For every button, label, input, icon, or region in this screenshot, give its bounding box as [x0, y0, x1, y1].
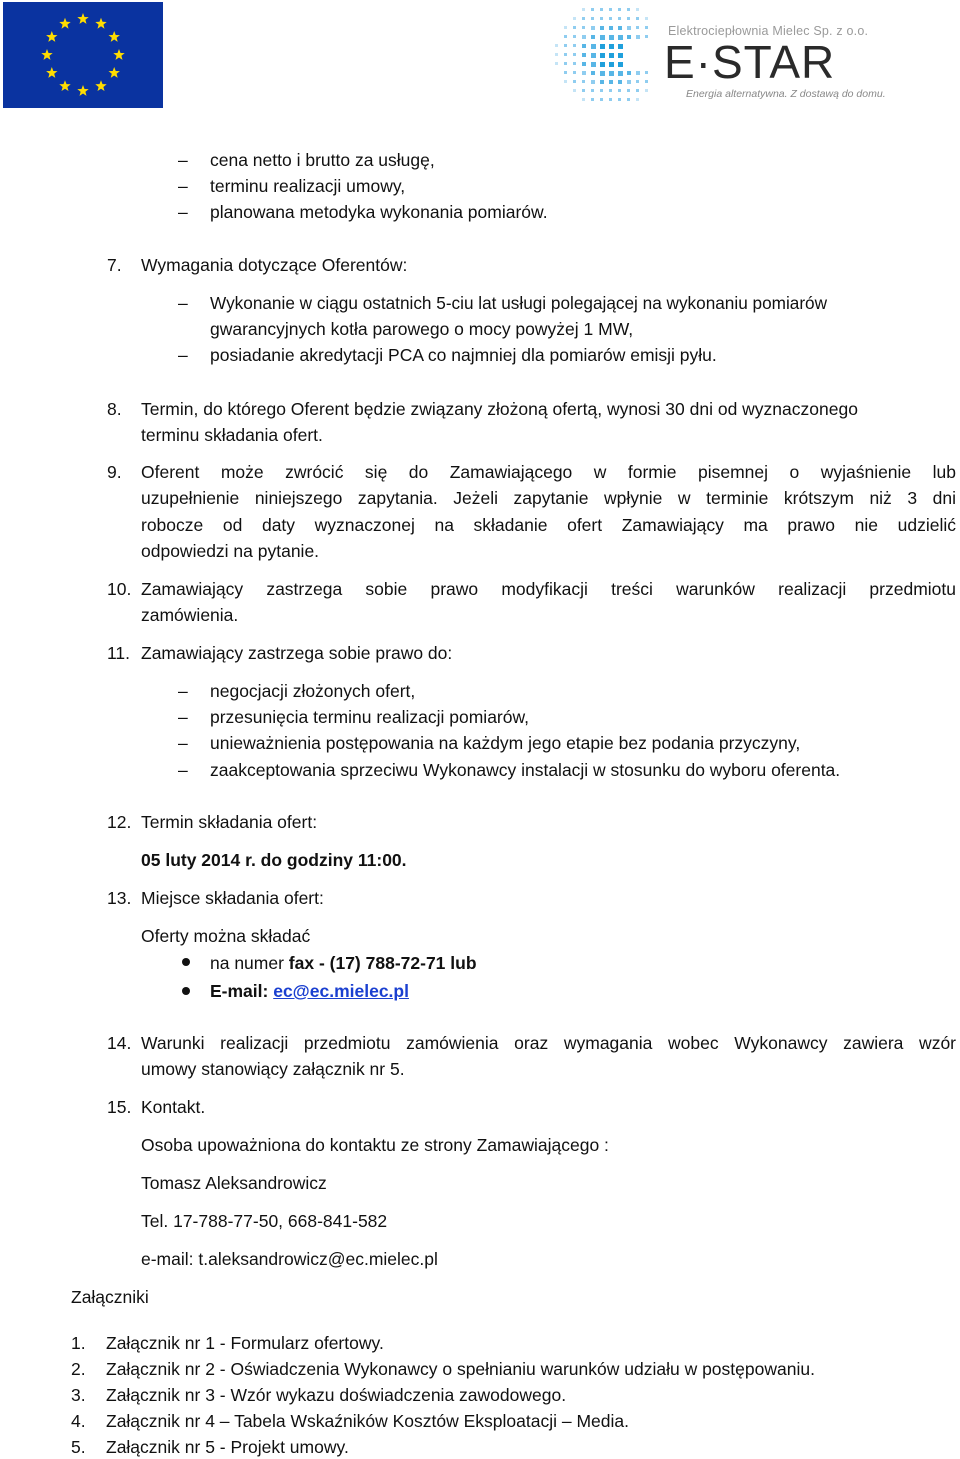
- section-number: 15.: [107, 1097, 132, 1117]
- star-icon: [95, 18, 106, 29]
- attachment-number: 1.: [71, 1333, 86, 1353]
- logo-dot: [645, 26, 648, 29]
- paragraph-line: uzupełnienie niniejszego zapytania. Jeżeli zapytanie wpłynie w terminie krótszym niż 3 dni: [141, 488, 956, 508]
- attachment-item: Załącznik nr 1 - Formularz ofertowy.: [106, 1333, 384, 1353]
- logo-dot: [609, 71, 614, 76]
- paragraph-line: Warunki realizacji przedmiotu zamówienia oraz wymagania wobec Wykonawcy zawiera wzór: [141, 1033, 956, 1053]
- email-label: E-mail:: [210, 981, 274, 1001]
- paragraph-line: Oferent może zwrócić się do Zamawiającego w formie pisemnej o wyjaśnienie lub: [141, 462, 956, 482]
- logo-dot: [609, 35, 614, 40]
- dash-marker: –: [178, 293, 188, 313]
- email-link[interactable]: ec@ec.mielec.pl: [273, 981, 409, 1001]
- paragraph-line: terminu składania ofert.: [141, 425, 323, 445]
- section-title: Zamawiający zastrzega sobie prawo do:: [141, 643, 453, 663]
- logo-dot: [582, 26, 585, 29]
- logo-dot: [600, 53, 605, 58]
- list-item: przesunięcia terminu realizacji pomiarów,: [210, 707, 530, 727]
- logo-dot: [564, 26, 567, 29]
- logo-dot: [564, 53, 567, 56]
- logo-dot: [618, 80, 622, 84]
- contact-intro: Osoba upoważniona do kontaktu ze strony Zamawiającego :: [141, 1135, 609, 1155]
- section-title: Wymagania dotyczące Oferentów:: [141, 255, 408, 275]
- logo-dot: [636, 17, 639, 20]
- logo-dot: [636, 98, 639, 101]
- logo-dot: [609, 98, 612, 101]
- star-icon: [109, 67, 120, 78]
- logo-dot: [627, 89, 630, 92]
- attachment-number: 4.: [71, 1411, 86, 1431]
- star-icon: [59, 80, 70, 91]
- logo-dot: [627, 35, 631, 39]
- logo-dot: [609, 80, 613, 84]
- logo-dot: [573, 53, 576, 56]
- dash-marker: –: [178, 202, 188, 222]
- star-icon: [46, 31, 57, 42]
- paragraph-line: umowy stanowiący załącznik nr 5.: [141, 1059, 405, 1079]
- section-number: 11.: [107, 643, 131, 663]
- logo-dot: [618, 62, 623, 67]
- list-item-continued: gwarancyjnych kotła parowego o mocy powyżej 1 MW,: [210, 319, 634, 339]
- logo-dot: [609, 44, 614, 49]
- logo-dot: [582, 62, 586, 66]
- attachment-number: 2.: [71, 1359, 86, 1379]
- star-icon: [77, 13, 88, 24]
- logo-dot: [591, 35, 595, 39]
- list-item: terminu realizacji umowy,: [210, 176, 406, 196]
- logo-dot: [636, 89, 639, 92]
- logo-dot: [645, 89, 648, 92]
- contact-email: e-mail: t.aleksandrowicz@ec.mielec.pl: [141, 1249, 438, 1269]
- list-item: Wykonanie w ciągu ostatnich 5-ciu lat usługi polegającej na wykonaniu pomiarów: [210, 293, 828, 313]
- star-icon: [109, 31, 120, 42]
- paragraph-line: odpowiedzi na pytanie.: [141, 541, 320, 561]
- list-item: cena netto i brutto za usługę,: [210, 150, 435, 170]
- logo-dot: [609, 53, 614, 58]
- logo-dot: [618, 26, 622, 30]
- section-title: Kontakt.: [141, 1097, 206, 1117]
- fax-number: fax - (17) 788-72-71 lub: [288, 953, 477, 973]
- logo-dot: [600, 26, 604, 30]
- company-name: Elektrociepłownia Mielec Sp. z o.o.: [668, 24, 869, 38]
- logo-dot: [645, 17, 648, 20]
- attachment-item: Załącznik nr 2 - Oświadczenia Wykonawcy o spełnianiu warunków udziału w postępowaniu.: [106, 1359, 815, 1379]
- logo-dot: [600, 8, 603, 11]
- logo-dot: [600, 89, 603, 92]
- logo-dot: [573, 89, 576, 92]
- attachment-item: Załącznik nr 4 – Tabela Wskaźników Kosztów Eksploatacji – Media.: [106, 1411, 629, 1431]
- fax-prefix: na numer: [210, 953, 289, 973]
- logo-dot: [609, 62, 614, 67]
- logo-dot: [627, 98, 630, 101]
- email-line: [210, 980, 409, 1002]
- logo-dot: [618, 71, 623, 76]
- logo-dot: [600, 98, 603, 101]
- logo-dot: [645, 71, 648, 74]
- section-title: Termin składania ofert:: [141, 812, 318, 832]
- logo-dot: [618, 44, 623, 49]
- logo-dot: [573, 80, 576, 83]
- section-number: 7.: [107, 255, 122, 275]
- list-item: posiadanie akredytacji PCA co najmniej dla pomiarów emisji pyłu.: [210, 345, 717, 365]
- logo-dot: [573, 71, 576, 74]
- logo-dot: [582, 44, 586, 48]
- section-number: 14.: [107, 1033, 132, 1053]
- logo-dot: [591, 62, 596, 67]
- logo-dot: [600, 80, 604, 84]
- dash-marker: –: [178, 176, 188, 196]
- logo-dot: [591, 53, 596, 58]
- logo-dot: [573, 17, 576, 20]
- logo-dot: [591, 71, 595, 75]
- tagline: Energia alternatywna. Z dostawą do domu.: [686, 88, 886, 100]
- dots-pattern-icon: [540, 4, 660, 109]
- logo-dot: [636, 26, 639, 29]
- logo-dot: [555, 62, 558, 65]
- attachment-item: Załącznik nr 3 - Wzór wykazu doświadczenia zawodowego.: [106, 1385, 567, 1405]
- logo-dot: [627, 17, 630, 20]
- logo-dot: [582, 98, 585, 101]
- dash-marker: –: [178, 760, 188, 780]
- dash-marker: –: [178, 733, 188, 753]
- logo-dot: [564, 80, 567, 83]
- offer-intro: Oferty można składać: [141, 926, 311, 946]
- logo-dot: [573, 62, 576, 65]
- fax-line: [210, 952, 477, 974]
- logo-dot: [636, 35, 640, 39]
- eu-stars-icon: [3, 2, 163, 108]
- logo-dot: [582, 89, 585, 92]
- logo-dot: [600, 71, 605, 76]
- paragraph-line: zamówienia.: [141, 605, 239, 625]
- dash-marker: –: [178, 681, 188, 701]
- logo-dot: [645, 35, 648, 38]
- logo-dot: [555, 53, 558, 56]
- logo-dot: [609, 8, 612, 11]
- logo-dot: [591, 8, 594, 11]
- logo-dot: [645, 80, 648, 83]
- attachment-number: 5.: [71, 1437, 86, 1457]
- list-item: planowana metodyka wykonania pomiarów.: [210, 202, 548, 222]
- section-number: 8.: [107, 399, 122, 419]
- logo-dot: [600, 17, 603, 20]
- logo-dot: [591, 17, 594, 20]
- logo-dot: [609, 89, 612, 92]
- attachments-title: Załączniki: [71, 1287, 149, 1307]
- logo-dot: [627, 71, 631, 75]
- logo-dot: [582, 53, 586, 57]
- logo-dot: [600, 62, 605, 67]
- logo-dot: [600, 44, 605, 49]
- contact-name: Tomasz Aleksandrowicz: [141, 1173, 327, 1193]
- star-icon: [46, 67, 57, 78]
- logo-dot: [618, 89, 621, 92]
- star-icon: [113, 49, 124, 60]
- logo-dot: [573, 35, 576, 38]
- logo-dot: [582, 80, 585, 83]
- logo-dot: [564, 35, 567, 38]
- logo-dot: [591, 89, 594, 92]
- logo-dot: [582, 71, 586, 75]
- logo-dot: [627, 8, 630, 11]
- logo-dot: [636, 80, 639, 83]
- logo-dot: [564, 44, 567, 47]
- dash-marker: –: [178, 150, 188, 170]
- paragraph-line: Termin, do którego Oferent będzie związany złożoną ofertą, wynosi 30 dni od wyznaczonego: [141, 399, 858, 419]
- list-item: zaakceptowania sprzeciwu Wykonawcy instalacji w stosunku do wyboru oferenta.: [210, 760, 841, 780]
- paragraph-line: robocze od daty wyznaczonej na składanie ofert Zamawiający ma prawo nie udzielić: [141, 515, 956, 535]
- section-number: 9.: [107, 462, 122, 482]
- logo-dot: [591, 44, 596, 49]
- star-icon: [59, 18, 70, 29]
- logo-dot: [618, 8, 621, 11]
- section-number: 13.: [107, 888, 132, 908]
- logo-dot: [627, 26, 631, 30]
- list-item: unieważnienia postępowania na każdym jego etapie bez podania przyczyny,: [210, 733, 801, 753]
- brand-name: E·STAR: [664, 36, 836, 88]
- bullet-icon: [182, 987, 190, 995]
- logo-dot: [609, 17, 612, 20]
- attachment-number: 3.: [71, 1385, 86, 1405]
- logo-dot: [582, 35, 586, 39]
- section-number: 10.: [107, 579, 132, 599]
- logo-dot: [591, 98, 594, 101]
- logo-dot: [627, 80, 631, 84]
- deadline-text: 05 luty 2014 r. do godziny 11:00.: [141, 850, 407, 870]
- logo-dot: [564, 62, 567, 65]
- logo-dot: [591, 26, 595, 30]
- logo-dot: [573, 26, 576, 29]
- logo-dot: [600, 35, 605, 40]
- logo-dot: [555, 44, 558, 47]
- estar-logo: [540, 4, 900, 109]
- logo-dot: [636, 8, 639, 11]
- logo-dot: [573, 44, 576, 47]
- logo-dot: [636, 71, 640, 75]
- logo-dot: [618, 17, 621, 20]
- contact-phone: Tel. 17-788-77-50, 668-841-582: [141, 1211, 388, 1231]
- dash-marker: –: [178, 707, 188, 727]
- attachment-item: Załącznik nr 5 - Projekt umowy.: [106, 1437, 349, 1457]
- section-title: Miejsce składania ofert:: [141, 888, 324, 908]
- logo-dot: [582, 8, 585, 11]
- logo-dot: [618, 53, 623, 58]
- dash-marker: –: [178, 345, 188, 365]
- star-icon: [77, 85, 88, 96]
- star-icon: [95, 80, 106, 91]
- star-icon: [41, 49, 52, 60]
- logo-dot: [618, 35, 623, 40]
- section-number: 12.: [107, 812, 132, 832]
- logo-dot: [564, 71, 567, 74]
- logo-dot: [582, 17, 585, 20]
- logo-dot: [618, 98, 621, 101]
- bullet-icon: [182, 958, 190, 966]
- list-item: negocjacji złożonych ofert,: [210, 681, 416, 701]
- eu-flag-logo: [3, 2, 163, 108]
- logo-dot: [591, 80, 595, 84]
- logo-dot: [609, 26, 613, 30]
- paragraph-line: Zamawiający zastrzega sobie prawo modyfikacji treści warunków realizacji przedmiotu: [141, 579, 956, 599]
